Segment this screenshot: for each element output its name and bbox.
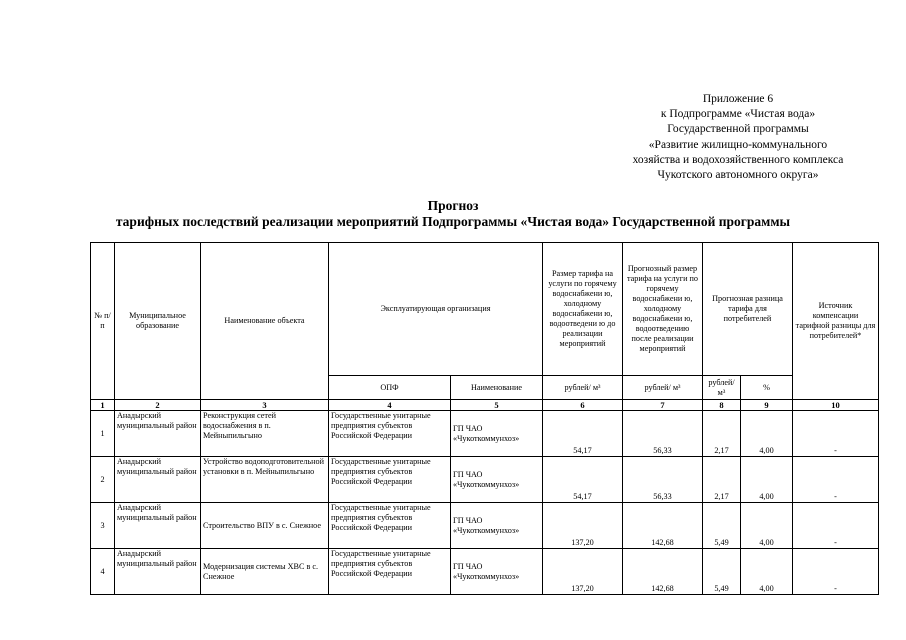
- header-row: [91, 243, 879, 376]
- cell-object: Модернизация системы ХВС в с. Снежное: [201, 549, 329, 595]
- header-num: № п/п: [91, 243, 115, 400]
- header-tariff-after: Прогнозный размер тарифа на услуги по горячему водоснабжени ю, холодному водоснабжени ю, водоотведению после реализации мероприятий: [623, 243, 703, 376]
- column-number: 6: [543, 400, 623, 411]
- table-row: [91, 411, 879, 457]
- cell-diff-pct: 4,00: [741, 457, 793, 503]
- cell-tariff-before: 137,20: [543, 503, 623, 549]
- appendix-line: Приложение 6: [702, 93, 774, 105]
- header-name: Наименование: [451, 376, 543, 400]
- appendix-block: [608, 92, 868, 183]
- cell-org-name: ГП ЧАО «Чукоткоммунхоз»: [451, 457, 543, 503]
- cell-municipality: Анадырский муниципальный район: [115, 503, 201, 549]
- header-unit-before: рублей/ м³: [543, 376, 623, 400]
- column-number: 4: [329, 400, 451, 411]
- appendix-line: «Развитие жилищно-коммунального: [648, 138, 828, 151]
- cell-diff-rub: 2,17: [703, 411, 741, 457]
- column-number: 5: [451, 400, 543, 411]
- cell-tariff-after: 56,33: [623, 457, 703, 503]
- cell-diff-pct: 4,00: [741, 411, 793, 457]
- header-unit-diff: рублей/ м³: [703, 376, 741, 400]
- cell-municipality: Анадырский муниципальный район: [115, 411, 201, 457]
- cell-opf: Государственные унитарные предприятия субъектов Российской Федерации: [329, 457, 451, 503]
- column-number: 2: [115, 400, 201, 411]
- cell-diff-rub: 5,49: [703, 549, 741, 595]
- document-title: Прогноз: [427, 198, 479, 213]
- cell-diff-rub: 2,17: [703, 457, 741, 503]
- header-opf: ОПФ: [329, 376, 451, 400]
- appendix-line: к Подпрограмме «Чистая вода»: [660, 108, 816, 121]
- cell-diff-rub: 5,49: [703, 503, 741, 549]
- table-row: [91, 457, 879, 503]
- header-source: Источник компенсации тарифной разницы для потребителей*: [793, 243, 879, 400]
- header-object: Наименование объекта: [201, 243, 329, 400]
- cell-opf: Государственные унитарные предприятия субъектов Российской Федерации: [329, 411, 451, 457]
- cell-municipality: Анадырский муниципальный район: [115, 457, 201, 503]
- appendix-line: Чукотского автономного округа»: [657, 169, 819, 182]
- cell-source: -: [793, 503, 879, 549]
- header-percent: %: [741, 376, 793, 400]
- header-municipality: Муниципальное образование: [115, 243, 201, 400]
- cell-tariff-before: 54,17: [543, 411, 623, 457]
- cell-num: 1: [91, 411, 115, 457]
- tariff-table: [90, 242, 879, 595]
- document-subtitle: тарифных последствий реализации мероприятий Подпрограммы «Чистая вода» Государственной программы: [115, 214, 791, 229]
- column-number: 7: [623, 400, 703, 411]
- column-number: 9: [741, 400, 793, 411]
- cell-tariff-after: 142,68: [623, 549, 703, 595]
- column-number: 8: [703, 400, 741, 411]
- appendix-line: хозяйства и водохозяйственного комплекса: [632, 153, 844, 166]
- column-number: 10: [793, 400, 879, 411]
- cell-num: 2: [91, 457, 115, 503]
- cell-municipality: Анадырский муниципальный район: [115, 549, 201, 595]
- column-number: 3: [201, 400, 329, 411]
- cell-diff-pct: 4,00: [741, 549, 793, 595]
- cell-object: Строительство ВПУ в с. Снежное: [201, 503, 329, 549]
- column-number-row: [91, 400, 879, 411]
- cell-object: Устройство водоподготовительной установки в п. Мейныпильгыно: [201, 457, 329, 503]
- cell-tariff-before: 54,17: [543, 457, 623, 503]
- cell-num: 3: [91, 503, 115, 549]
- cell-org-name: ГП ЧАО «Чукоткоммунхоз»: [451, 503, 543, 549]
- header-operator: Эксплуатирующая организация: [329, 243, 543, 376]
- cell-org-name: ГП ЧАО «Чукоткоммунхоз»: [451, 411, 543, 457]
- cell-diff-pct: 4,00: [741, 503, 793, 549]
- cell-tariff-before: 137,20: [543, 549, 623, 595]
- cell-opf: Государственные унитарные предприятия субъектов Российской Федерации: [329, 503, 451, 549]
- cell-opf: Государственные унитарные предприятия субъектов Российской Федерации: [329, 549, 451, 595]
- cell-tariff-after: 142,68: [623, 503, 703, 549]
- header-diff: Прогнозная разница тарифа для потребителей: [703, 243, 793, 376]
- column-number: 1: [91, 400, 115, 411]
- cell-source: -: [793, 549, 879, 595]
- cell-object: Реконструкция сетей водоснабжения в п. Мейныпильгыно: [201, 411, 329, 457]
- cell-source: -: [793, 457, 879, 503]
- appendix-line: Государственной программы: [667, 123, 809, 136]
- header-unit-after: рублей/ м³: [623, 376, 703, 400]
- cell-tariff-after: 56,33: [623, 411, 703, 457]
- cell-num: 4: [91, 549, 115, 595]
- table-row: [91, 503, 879, 549]
- cell-org-name: ГП ЧАО «Чукоткоммунхоз»: [451, 549, 543, 595]
- cell-source: -: [793, 411, 879, 457]
- table-row: [91, 549, 879, 595]
- header-tariff-before: Размер тарифа на услуги по горячему водоснабжени ю, холодному водоснабжени ю, водоотведени ю до реализации мероприятий: [543, 243, 623, 376]
